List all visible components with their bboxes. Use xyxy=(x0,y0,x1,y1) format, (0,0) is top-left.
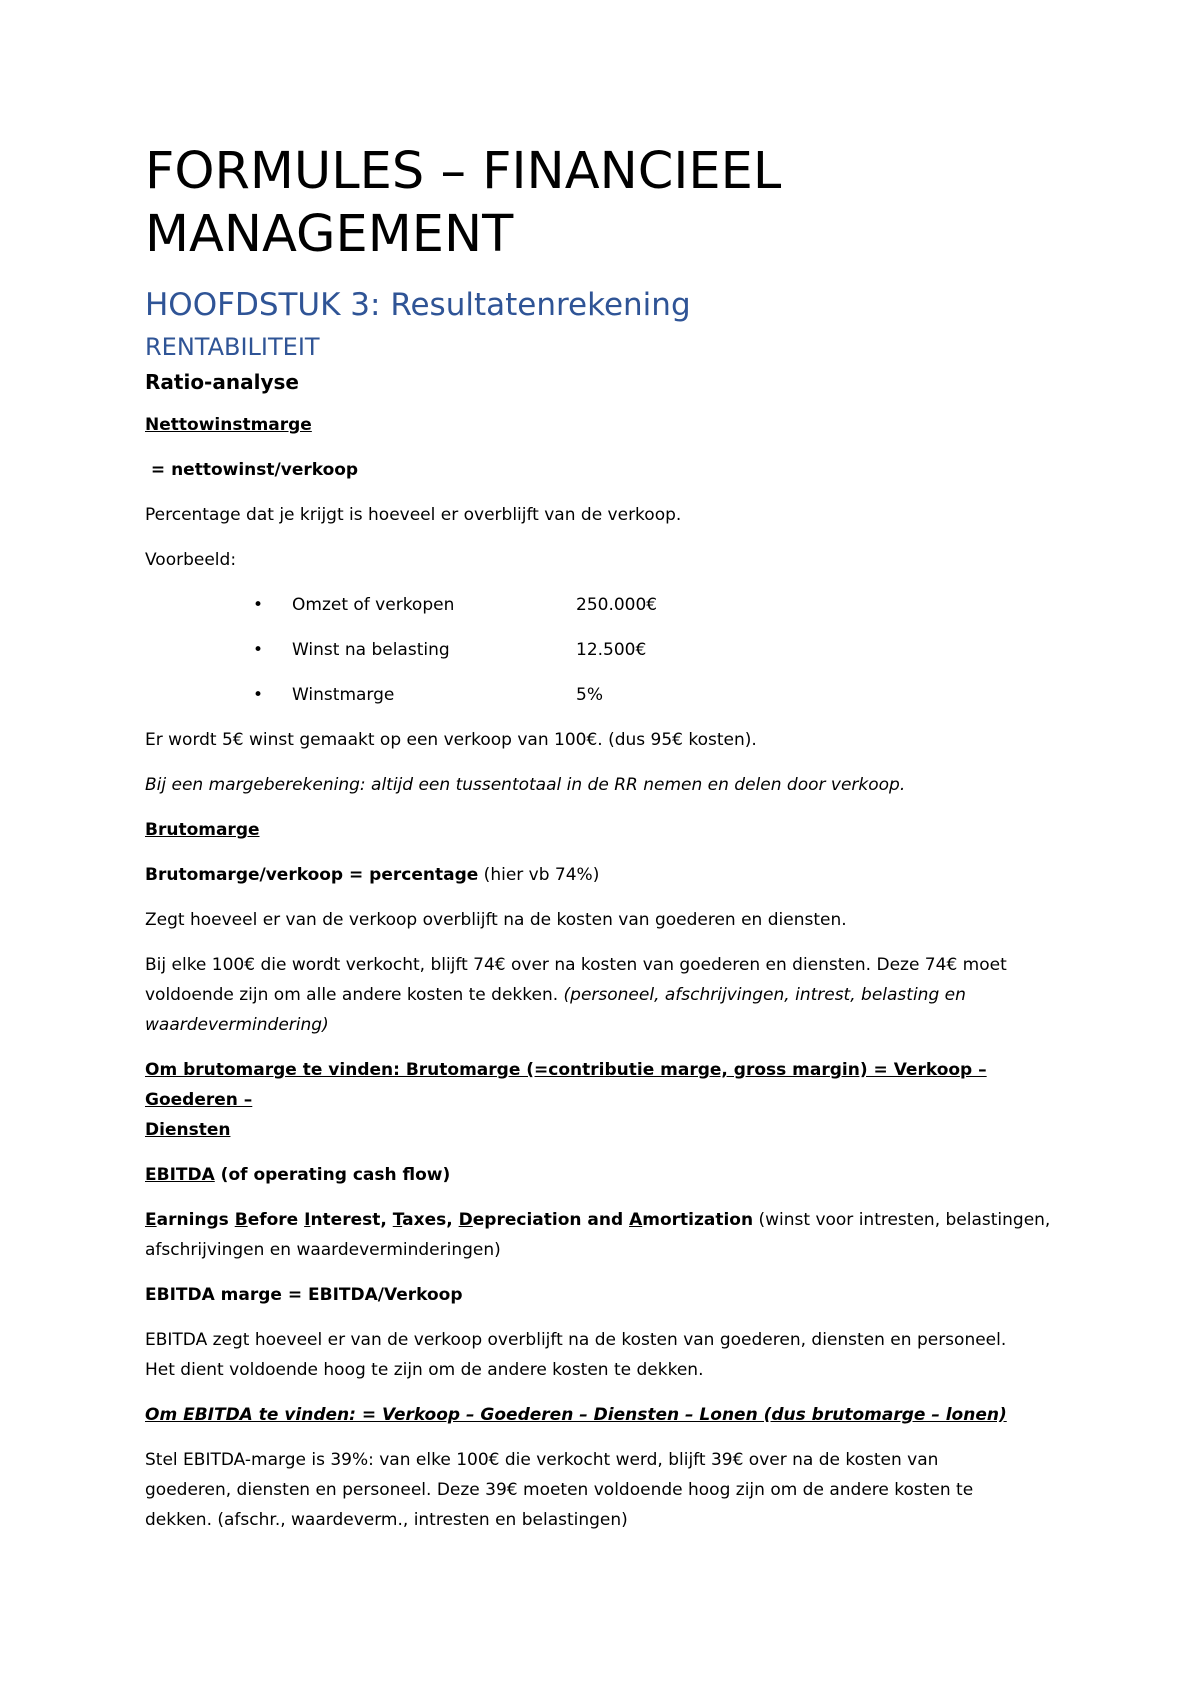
ebitda-definition xyxy=(145,1205,1075,1265)
title-line-2: MANAGEMENT xyxy=(145,205,514,264)
item-label: Omzet of verkopen xyxy=(292,595,455,615)
margin-note: Bij een margeberekening: altijd een tussentotaal in de RR nemen en delen door verkoop. xyxy=(145,775,906,795)
nettowinstmarge-heading: Nettowinstmarge xyxy=(145,415,312,435)
text-line: Het dient voldoende hoog te zijn om de andere kosten te dekken. xyxy=(145,1360,704,1380)
nettowinstmarge-formula: = nettowinst/verkoop xyxy=(145,460,359,480)
text-line: Om brutomarge te vinden: Brutomarge (=contributie marge, gross margin) = Verkoop – Goederen – xyxy=(145,1060,987,1110)
text-line: dekken. (afschr., waardeverm., intresten en belastingen) xyxy=(145,1510,628,1530)
text-line-italic: waardevermindering) xyxy=(145,1015,329,1035)
bullet-icon: • xyxy=(253,685,264,705)
ebitda-marge-formula: EBITDA marge = EBITDA/Verkoop xyxy=(145,1285,463,1305)
acronym-word: epreciation and xyxy=(472,1210,630,1230)
acronym-word: axes, xyxy=(402,1210,459,1230)
document-content xyxy=(145,140,1075,1535)
list-item xyxy=(145,680,1075,710)
netto-conclusion: Er wordt 5€ winst gemaakt op een verkoop van 100€. (dus 95€ kosten). xyxy=(145,730,757,750)
text-line: EBITDA zegt hoeveel er van de verkoop overblijft na de kosten van goederen, diensten en personeel. xyxy=(145,1330,1007,1350)
brutomarge-formula xyxy=(145,860,1075,890)
text-line: Bij elke 100€ die wordt verkocht, blijft 74€ over na kosten van goederen en diensten. Deze 74€ moet xyxy=(145,955,1007,975)
text-line: voldoende zijn om alle andere kosten te dekken. xyxy=(145,985,564,1005)
section-heading: RENTABILITEIT xyxy=(145,333,320,361)
title-line-1: FORMULES – FINANCIEEL xyxy=(145,142,782,201)
ebitda-acronym xyxy=(145,1210,753,1230)
acronym-letter: E xyxy=(145,1210,157,1230)
text-line: Stel EBITDA-marge is 39%: van elke 100€ die verkocht werd, blijft 39€ over na de kosten van xyxy=(145,1450,939,1470)
brutomarge-formula-bold: Brutomarge/verkoop = percentage xyxy=(145,865,479,885)
acronym-letter: B xyxy=(234,1210,248,1230)
definition-plain: afschrijvingen en waardeverminderingen) xyxy=(145,1240,501,1260)
acronym-word: nterest, xyxy=(310,1210,393,1230)
document-title xyxy=(145,140,1075,266)
nettowinstmarge-text: Percentage dat je krijgt is hoeveel er overblijft van de verkoop. xyxy=(145,505,682,525)
bullet-icon: • xyxy=(253,640,264,660)
text-line: goederen, diensten en personeel. Deze 39€ moeten voldoende hoog zijn om de andere kosten te xyxy=(145,1480,974,1500)
item-value: 12.500€ xyxy=(576,640,647,660)
subsection-heading: Ratio-analyse xyxy=(145,370,299,394)
item-value: 250.000€ xyxy=(576,595,658,615)
brutomarge-find xyxy=(145,1055,1075,1145)
ebitda-example xyxy=(145,1445,1075,1535)
text-line: Diensten xyxy=(145,1120,231,1140)
bullet-icon: • xyxy=(253,595,264,615)
item-label: Winst na belasting xyxy=(292,640,450,660)
brutomarge-heading: Brutomarge xyxy=(145,820,260,840)
brutomarge-text-2 xyxy=(145,950,1075,1040)
acronym-letter: D xyxy=(458,1210,473,1230)
brutomarge-formula-rest: (hier vb 74%) xyxy=(478,865,600,885)
brutomarge-text-1: Zegt hoeveel er van de verkoop overblijft na de kosten van goederen en diensten. xyxy=(145,910,847,930)
example-list xyxy=(145,590,1075,710)
text-line-italic: (personeel, afschrijvingen, intrest, belasting en xyxy=(563,985,966,1005)
acronym-letter: T xyxy=(392,1210,403,1230)
example-label: Voorbeeld: xyxy=(145,550,237,570)
ebitda-heading-underlined: EBITDA xyxy=(145,1165,215,1185)
ebitda-find: Om EBITDA te vinden: = Verkoop – Goederen – Diensten – Lonen (dus brutomarge – lonen) xyxy=(145,1405,1007,1425)
ebitda-heading xyxy=(145,1160,1075,1190)
list-item xyxy=(145,590,1075,620)
chapter-heading: HOOFDSTUK 3: Resultatenrekening xyxy=(145,287,691,323)
acronym-word: arnings xyxy=(156,1210,235,1230)
list-item xyxy=(145,635,1075,665)
item-value: 5% xyxy=(576,685,603,705)
ebitda-text xyxy=(145,1325,1075,1385)
acronym-letter: I xyxy=(304,1210,311,1230)
acronym-word: mortization xyxy=(642,1210,754,1230)
acronym-word: efore xyxy=(247,1210,305,1230)
ebitda-heading-rest: (of operating cash flow) xyxy=(214,1165,451,1185)
definition-plain: (winst voor intresten, belastingen, xyxy=(753,1210,1051,1230)
item-label: Winstmarge xyxy=(292,685,395,705)
acronym-letter: A xyxy=(629,1210,643,1230)
